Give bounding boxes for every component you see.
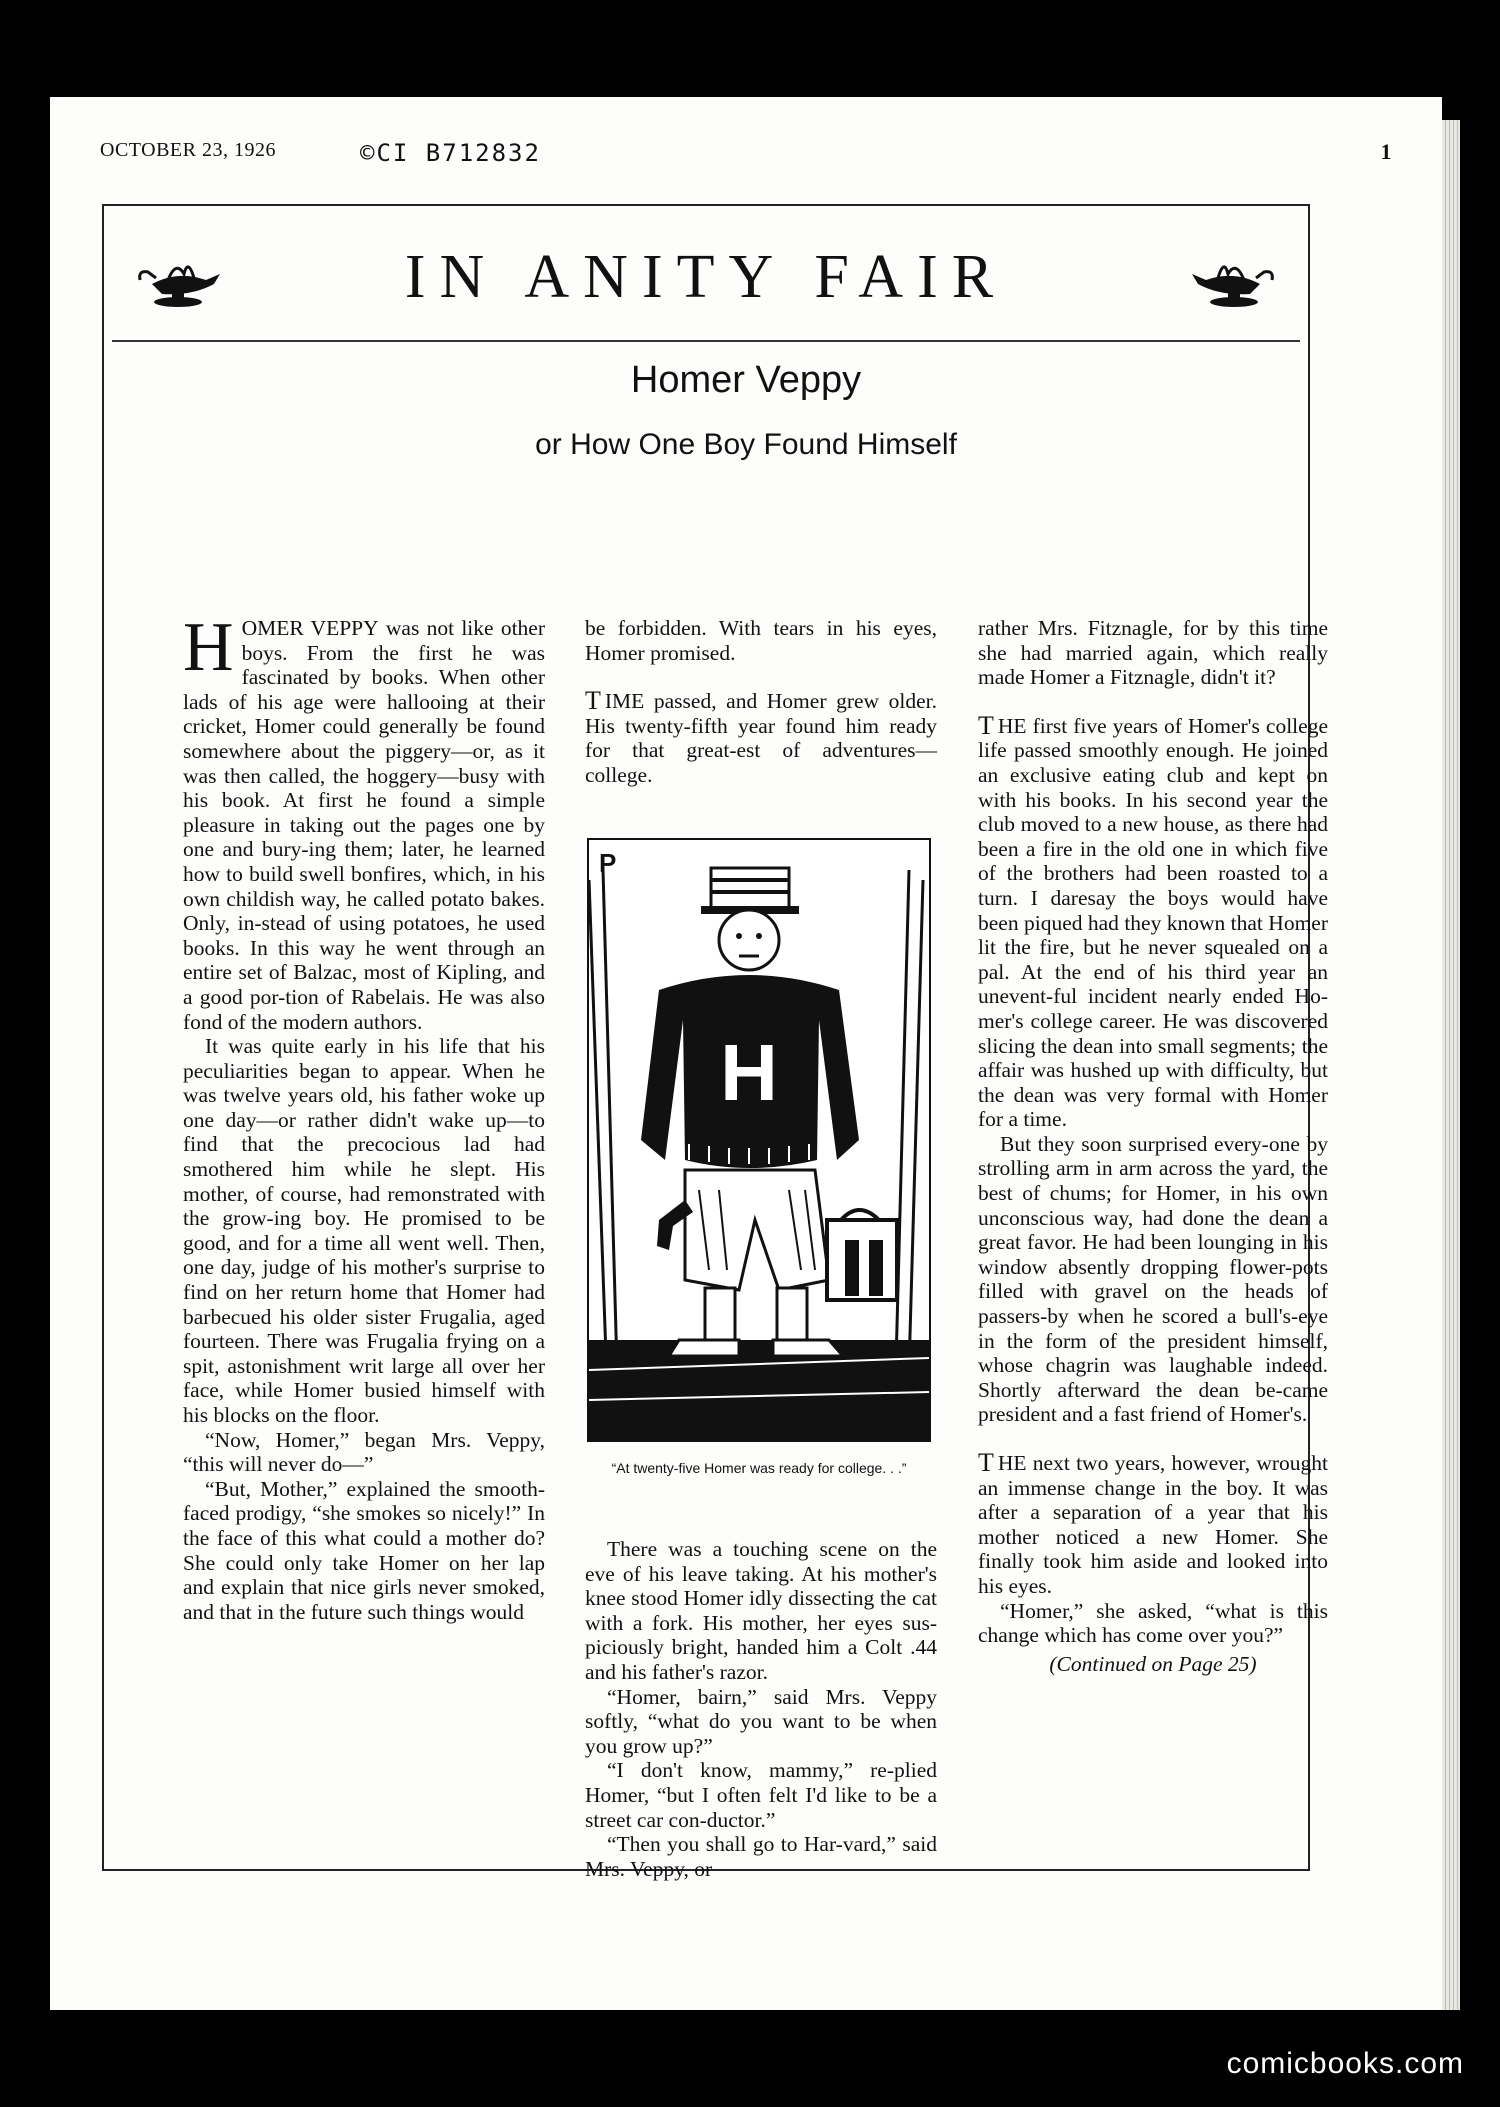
banner-title: IN ANITY FAIR <box>404 243 1008 311</box>
initial-cap: T <box>978 1448 994 1477</box>
paragraph: rather Mrs. Fitznagle, for by this time she had married again, which really made Homer a Fitznagle, didn't it? <box>978 616 1328 690</box>
oil-lamp-icon <box>1188 250 1280 310</box>
paragraph: “Now, Homer,” began Mrs. Veppy, “this will never do—” <box>183 1427 545 1477</box>
lead-small-caps: IME <box>604 689 645 714</box>
paragraph <box>183 609 545 1034</box>
sweater-letter: H <box>720 1028 778 1117</box>
site-watermark: comicbooks.com <box>1226 2047 1464 2080</box>
paragraph: “I don't know, mammy,” re-plied Homer, “but I often felt I'd like to be a street car con-ductor.” <box>585 1758 937 1832</box>
banner-rule <box>112 340 1300 342</box>
running-head <box>100 139 1392 179</box>
copyright-stamp: ©CI B712832 <box>360 139 541 167</box>
paragraph <box>978 710 1328 1132</box>
initial-cap: T <box>978 710 994 740</box>
initial-cap: T <box>585 686 601 716</box>
page-edge <box>1442 120 1460 2010</box>
paragraph-text: next two years, however, wrought an immense change in the boy. It was after a separation of a year that his mother noticed a new Homer. She finally took him aside and looked into his eyes. <box>978 1451 1328 1598</box>
paragraph: It was quite early in his life that his peculiarities began to appear. When he was twelve years old, his father woke up one day—or rather didn't wake up—to find that the precocious lad had smothered him while he slept. His mother, of course, had remonstrated with the grow-ing boy. He promised to be good, and for a time all went well. Then, one day, judge of his mother's surprise to find on her return home that Homer had barbecued his older sister Frugalia, aged fourteen. There was Frugalia frying on a spit, astonishment writ large all over her face, while Homer busied himself with his blocks on the floor. <box>183 1034 545 1427</box>
paragraph-text: was not like other boys. From the first he was fascinated by books. When other lads of his age were hallooing at their cricket, Homer could generally be found somewhere about the piggery—or, as it was then called, the hoggery—busy with his book. At first he found a simple pleasure in taking out the pages one by one and bury-ing them; later, he learned how to build swell bonfires, which, in his own childish way, he called potato bakes. Only, in-stead of using potatoes, he used books. In this way he went through an entire set of Balzac, most of Kipling, and a good por-tion of Rabelais. He was also fond of the modern authors. <box>183 616 545 1034</box>
paragraph-text: first five years of Homer's college life passed smoothly enough. He joined an exclusive eating club and kept on with his books. In his second year the club moved to a new house, as there had been a fire in the old one in which five of the brothers had been roasted to a turn. I daresay the boys would have been piqued had they known that Homer lit the fire, but he never squealed on a pal. At the end of his third year an unevent-ful incident nearly ended Ho-mer's college career. He was discovered slicing the dean into small segments; the affair was hushed up with difficulty, but the dean was very formal with Homer for a time. <box>978 713 1328 1132</box>
paragraph: “Homer,” she asked, “what is this change which has come over you?” <box>978 1598 1328 1648</box>
artist-monogram: P <box>599 848 617 878</box>
article-title: Homer Veppy <box>630 359 862 401</box>
paragraph: “Homer, bairn,” said Mrs. Veppy softly, “what do you want to be when you grow up?” <box>585 1684 937 1758</box>
lead-small-caps: OMER VEPPY <box>241 616 379 640</box>
paragraph <box>585 686 937 787</box>
text-column-1 <box>183 609 545 1624</box>
drop-cap: H <box>183 609 234 686</box>
paragraph: “Then you shall go to Har-vard,” said Mrs. Veppy, or <box>585 1832 937 1881</box>
continued-note: (Continued on Page 25) <box>1049 1651 1257 1676</box>
paragraph: “But, Mother,” explained the smooth-faced prodigy, “she smokes so nicely!” In the face of this what could a mother do? She could only take Homer on her lap and explain that nice girls never smoked, and that in the future such things would <box>183 1476 545 1624</box>
text-column-2-top <box>585 616 937 788</box>
paragraph-text: passed, and Homer grew older. His twenty-fifth year found him ready for that great-est of adventures—college. <box>585 689 937 787</box>
paragraph: But they soon surprised every-one by strolling arm in arm across the yard, the best of chums; for Homer, in his own unconscious way, had done the dean a great favor. He had been lounging in his window absently dropping flower-pots filled with gravel on the heads of passers-by when he scored a bull's-eye in the form of the president himself, whose chagrin was laughable indeed. Shortly afterward the dean be-came president and a fast friend of Homer's. <box>978 1131 1328 1427</box>
figure-caption: “At twenty-five Homer was ready for college. . .” <box>611 1460 907 1476</box>
page-number: 1 <box>1380 139 1392 164</box>
issue-date: OCTOBER 23, 1926 <box>100 139 276 161</box>
lead-small-caps: HE <box>997 1451 1027 1475</box>
lead-small-caps: HE <box>997 713 1027 738</box>
homer-figure-image <box>589 840 929 1440</box>
woodcut-illustration <box>587 838 931 1442</box>
magazine-page <box>50 97 1442 2010</box>
paragraph: There was a touching scene on the eve of his leave taking. At his mother's knee stood Homer idly dissecting the cat with a fork. His mother, her eyes sus-piciously bright, handed him a Colt .44 and his father's razor. <box>585 1537 937 1684</box>
paragraph: be forbidden. With tears in his eyes, Homer promised. <box>585 616 937 665</box>
paragraph <box>978 1448 1328 1599</box>
text-column-2-bottom <box>585 1537 937 1881</box>
section-banner <box>104 206 1308 338</box>
article-subtitle: or How One Boy Found Himself <box>535 428 957 461</box>
text-column-3 <box>978 616 1328 1676</box>
